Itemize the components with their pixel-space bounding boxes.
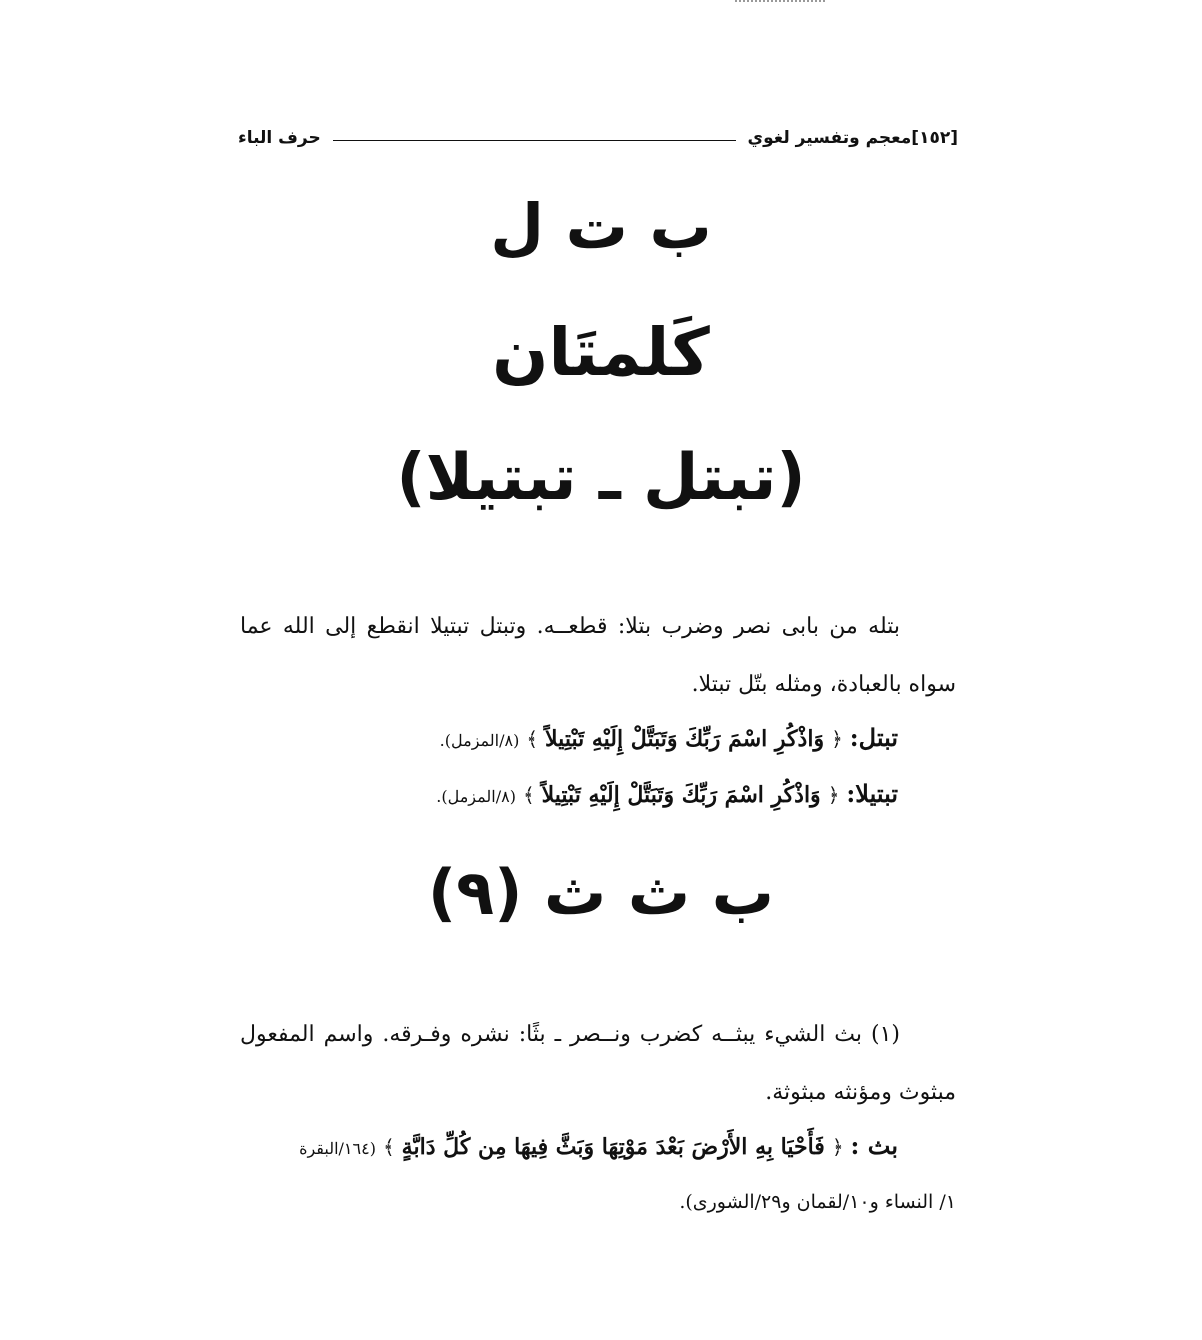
entry-words-heading: (تبتل ـ تبتيلا) — [396, 441, 806, 515]
entry-root-heading: ب ث ث (٩) — [427, 856, 775, 929]
verse-reference: (٨/المزمل). — [436, 787, 516, 806]
quran-verse: فَأَحْيَا بِهِ الأَرْضَ بَعْدَ مَوْتِهَا وَبَثَّ فِيهَا مِن كُلِّ دَابَّةٍ — [401, 1134, 825, 1160]
verse-reference-continued: ١/ النساء و١٠/لقمان و٢٩/الشورى). — [679, 1191, 956, 1213]
ornate-bracket-close: ﴾ — [382, 1135, 395, 1159]
entry-definition: بتله من بابى نصر وضرب بتلا: قطعــه. وتبتل تبتيلا انقطع إلى الله عما سواه بالعبادة، ومثله بتّل تبتلا. — [240, 614, 956, 697]
entry-definition: (١) بث الشيء يبثــه كضرب ونــصر ـ بثًا: نشره وفـرقه. واسم المفعول مبثوث ومؤنثه مبثوثة. — [240, 1022, 956, 1105]
verse-citation — [240, 716, 898, 763]
ornate-bracket-open: ﴿ — [831, 1135, 844, 1159]
word-count-heading: كَلمتَان — [492, 314, 710, 391]
quran-verse: وَاذْكُرِ اسْمَ رَبِّكَ وَتَبَتَّلْ إِلَيْهِ تَبْتِيلاً — [541, 782, 821, 808]
header-rule — [333, 140, 736, 141]
ornate-bracket-open: ﴿ — [831, 727, 843, 751]
verse-citation — [240, 1124, 956, 1171]
section-title: حرف الباء — [238, 128, 321, 148]
ornate-bracket-open: ﴿ — [827, 783, 840, 807]
page-header — [238, 120, 958, 156]
verse-label: بث : — [850, 1131, 898, 1160]
quran-verse: وَاذْكُرِ اسْمَ رَبِّكَ وَتَبَتَّلْ إِلَيْهِ تَبْتِيلاً — [545, 726, 825, 752]
verse-reference: (٨/المزمل). — [439, 731, 520, 750]
verse-reference: (١٦٤/البقرة — [299, 1139, 376, 1158]
book-title: معجم وتفسير لغوي — [747, 128, 912, 148]
page-number: [١٥٢] — [911, 128, 958, 148]
scan-mark — [735, 0, 825, 5]
verse-citation — [240, 772, 898, 819]
ornate-bracket-close: ﴾ — [522, 783, 535, 807]
ornate-bracket-close: ﴾ — [526, 727, 539, 751]
entry-root-heading: ب ت ل — [490, 190, 712, 263]
verse-label: تبتل: — [849, 723, 898, 752]
verse-label: تبتيلا: — [846, 779, 898, 808]
